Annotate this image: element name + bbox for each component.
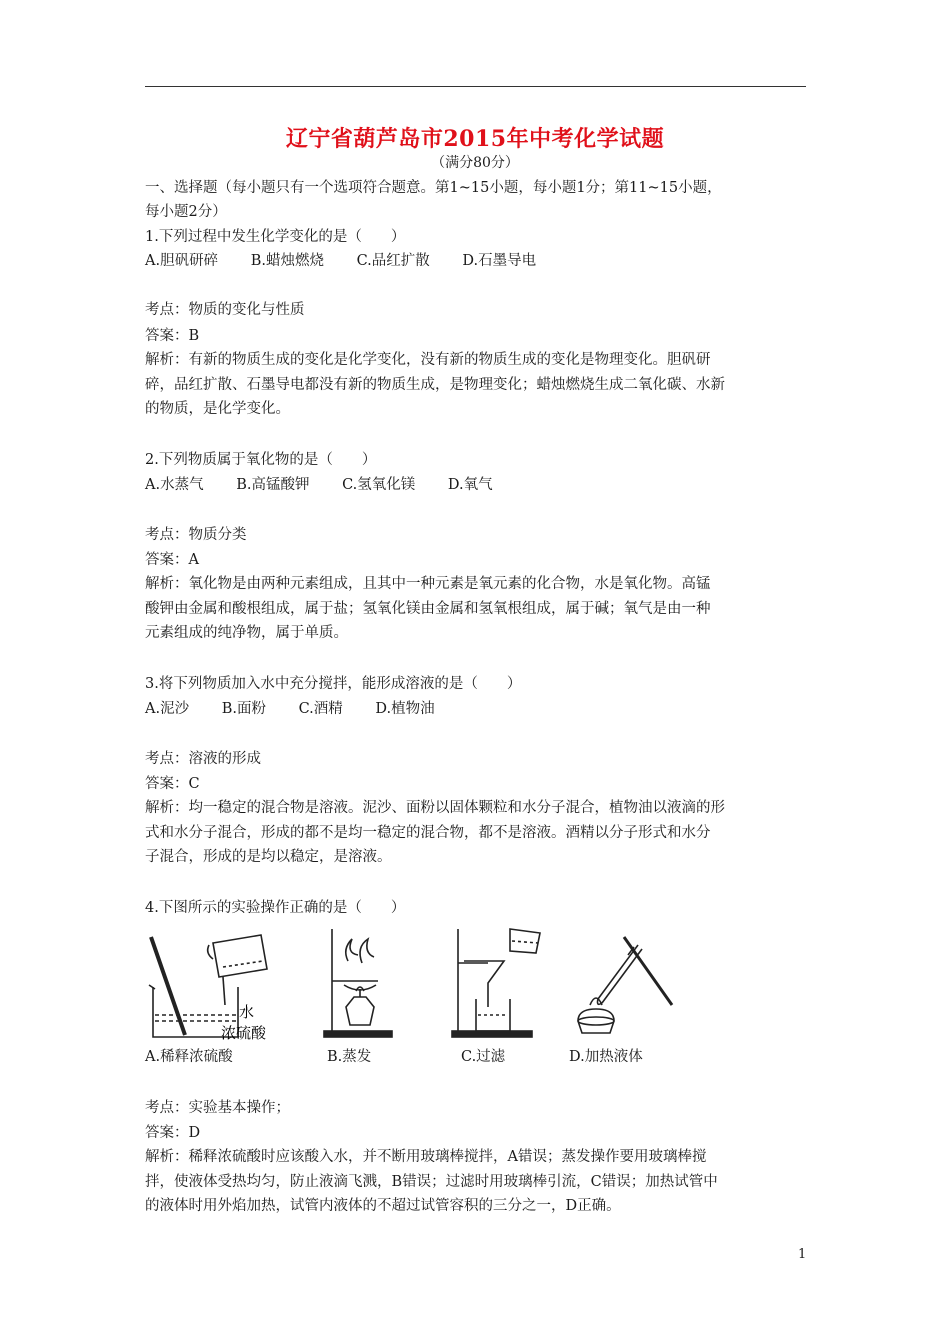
q4-analysis-2: 拌，使液体受热均匀，防止液滴飞溅，B错误；过滤时用玻璃棒引流，C错误；加热试管中 (145, 1174, 718, 1190)
q3-option-c: C.酒精 (298, 701, 343, 717)
q1-point: 考点：物质的变化与性质 (145, 302, 305, 318)
header-rule (145, 86, 806, 87)
q2-option-d: D.氧气 (447, 477, 493, 493)
figure-heating-liquid (568, 925, 688, 1043)
q1-option-a: A.胆矾研碎 (145, 253, 219, 269)
q3-analysis-2: 式和水分子混合，形成的都不是均一稳定的混合物，都不是溶液。酒精以分子形式和水分 (145, 825, 711, 841)
q2-option-a: A.水蒸气 (145, 477, 204, 493)
q2-analysis-2: 酸钾由金属和酸根组成，属于盐；氢氧化镁由金属和氢氧根组成，属于碱；氧气是由一种 (145, 601, 711, 617)
q3-analysis-3: 子混合，形成的是均以稳定，是溶液。 (145, 849, 392, 865)
q1-analysis-3: 的物质，是化学变化。 (145, 401, 290, 417)
q2-option-b: B.高锰酸钾 (236, 477, 310, 493)
q2-answer: 答案：A (145, 552, 199, 568)
label-acid: 浓硫酸 (221, 1024, 267, 1042)
q3-option-b: B.面粉 (221, 701, 266, 717)
q3-options (145, 699, 810, 719)
q3-answer: 答案：C (145, 776, 200, 792)
q4-analysis-3: 的液体时用外焰加热，试管内液体的不超过试管容积的三分之一，D正确。 (145, 1198, 621, 1214)
q2-option-c: C.氢氧化镁 (342, 477, 416, 493)
q1-option-c: C.品红扩散 (356, 253, 430, 269)
figure-dilute-acid (143, 925, 283, 1045)
label-water: 水 (239, 1003, 255, 1021)
q1-option-d: D.石墨导电 (462, 253, 537, 269)
page-title: 辽宁省葫芦岛市2015年中考化学试题 (285, 126, 665, 152)
q4-option-a: A.稀释浓硫酸 (145, 1049, 233, 1065)
q3-option-d: D.植物油 (375, 701, 435, 717)
q1-answer: 答案：B (145, 328, 200, 344)
q3-analysis-1: 解析：均一稳定的混合物是溶液。泥沙、面粉以固体颗粒和水分子混合，植物油以液滴的形 (145, 800, 725, 816)
q4-stem: 4.下图所示的实验操作正确的是（ ） (145, 900, 406, 916)
page-number: 1 (798, 1247, 807, 1262)
section-heading-line1: 一、选择题（每小题只有一个选项符合题意。第1~15小题，每小题1分；第11~15小题， (145, 180, 722, 196)
q1-analysis-1: 解析：有新的物质生成的变化是化学变化，没有新的物质生成的变化是物理变化。胆矾研 (145, 352, 711, 368)
section-heading-line2: 每小题2分） (145, 204, 227, 220)
q2-stem: 2.下列物质属于氧化物的是（ ） (145, 452, 377, 468)
q1-option-b: B.蜡烛燃烧 (250, 253, 324, 269)
figure-filtration (448, 925, 548, 1043)
q3-point: 考点：溶液的形成 (145, 751, 261, 767)
q2-options (145, 475, 810, 495)
q2-point: 考点：物质分类 (145, 527, 247, 543)
q4-option-b: B.蒸发 (327, 1049, 372, 1065)
q1-options (145, 251, 810, 271)
q4-option-c: C.过滤 (461, 1049, 506, 1065)
page-subtitle: （满分80分） (431, 155, 519, 171)
q1-analysis-2: 碎，品红扩散、石墨导电都没有新的物质生成，是物理变化；蜡烛燃烧生成二氧化碳、水新 (145, 377, 725, 393)
q4-analysis-1: 解析：稀释浓硫酸时应该酸入水，并不断用玻璃棒搅拌，A错误；蒸发操作要用玻璃棒搅 (145, 1149, 707, 1165)
q4-answer: 答案：D (145, 1125, 201, 1141)
q1-stem: 1.下列过程中发生化学变化的是（ ） (145, 229, 406, 245)
q2-analysis-3: 元素组成的纯净物，属于单质。 (145, 625, 348, 641)
q3-option-a: A.泥沙 (145, 701, 190, 717)
q2-analysis-1: 解析：氧化物是由两种元素组成，且其中一种元素是氧元素的化合物，水是氧化物。高锰 (145, 576, 711, 592)
q3-stem: 3.将下列物质加入水中充分搅拌，能形成溶液的是（ ） (145, 676, 522, 692)
q4-option-d: D.加热液体 (569, 1049, 643, 1065)
figure-evaporation (318, 925, 398, 1043)
q4-point: 考点：实验基本操作； (145, 1100, 290, 1116)
